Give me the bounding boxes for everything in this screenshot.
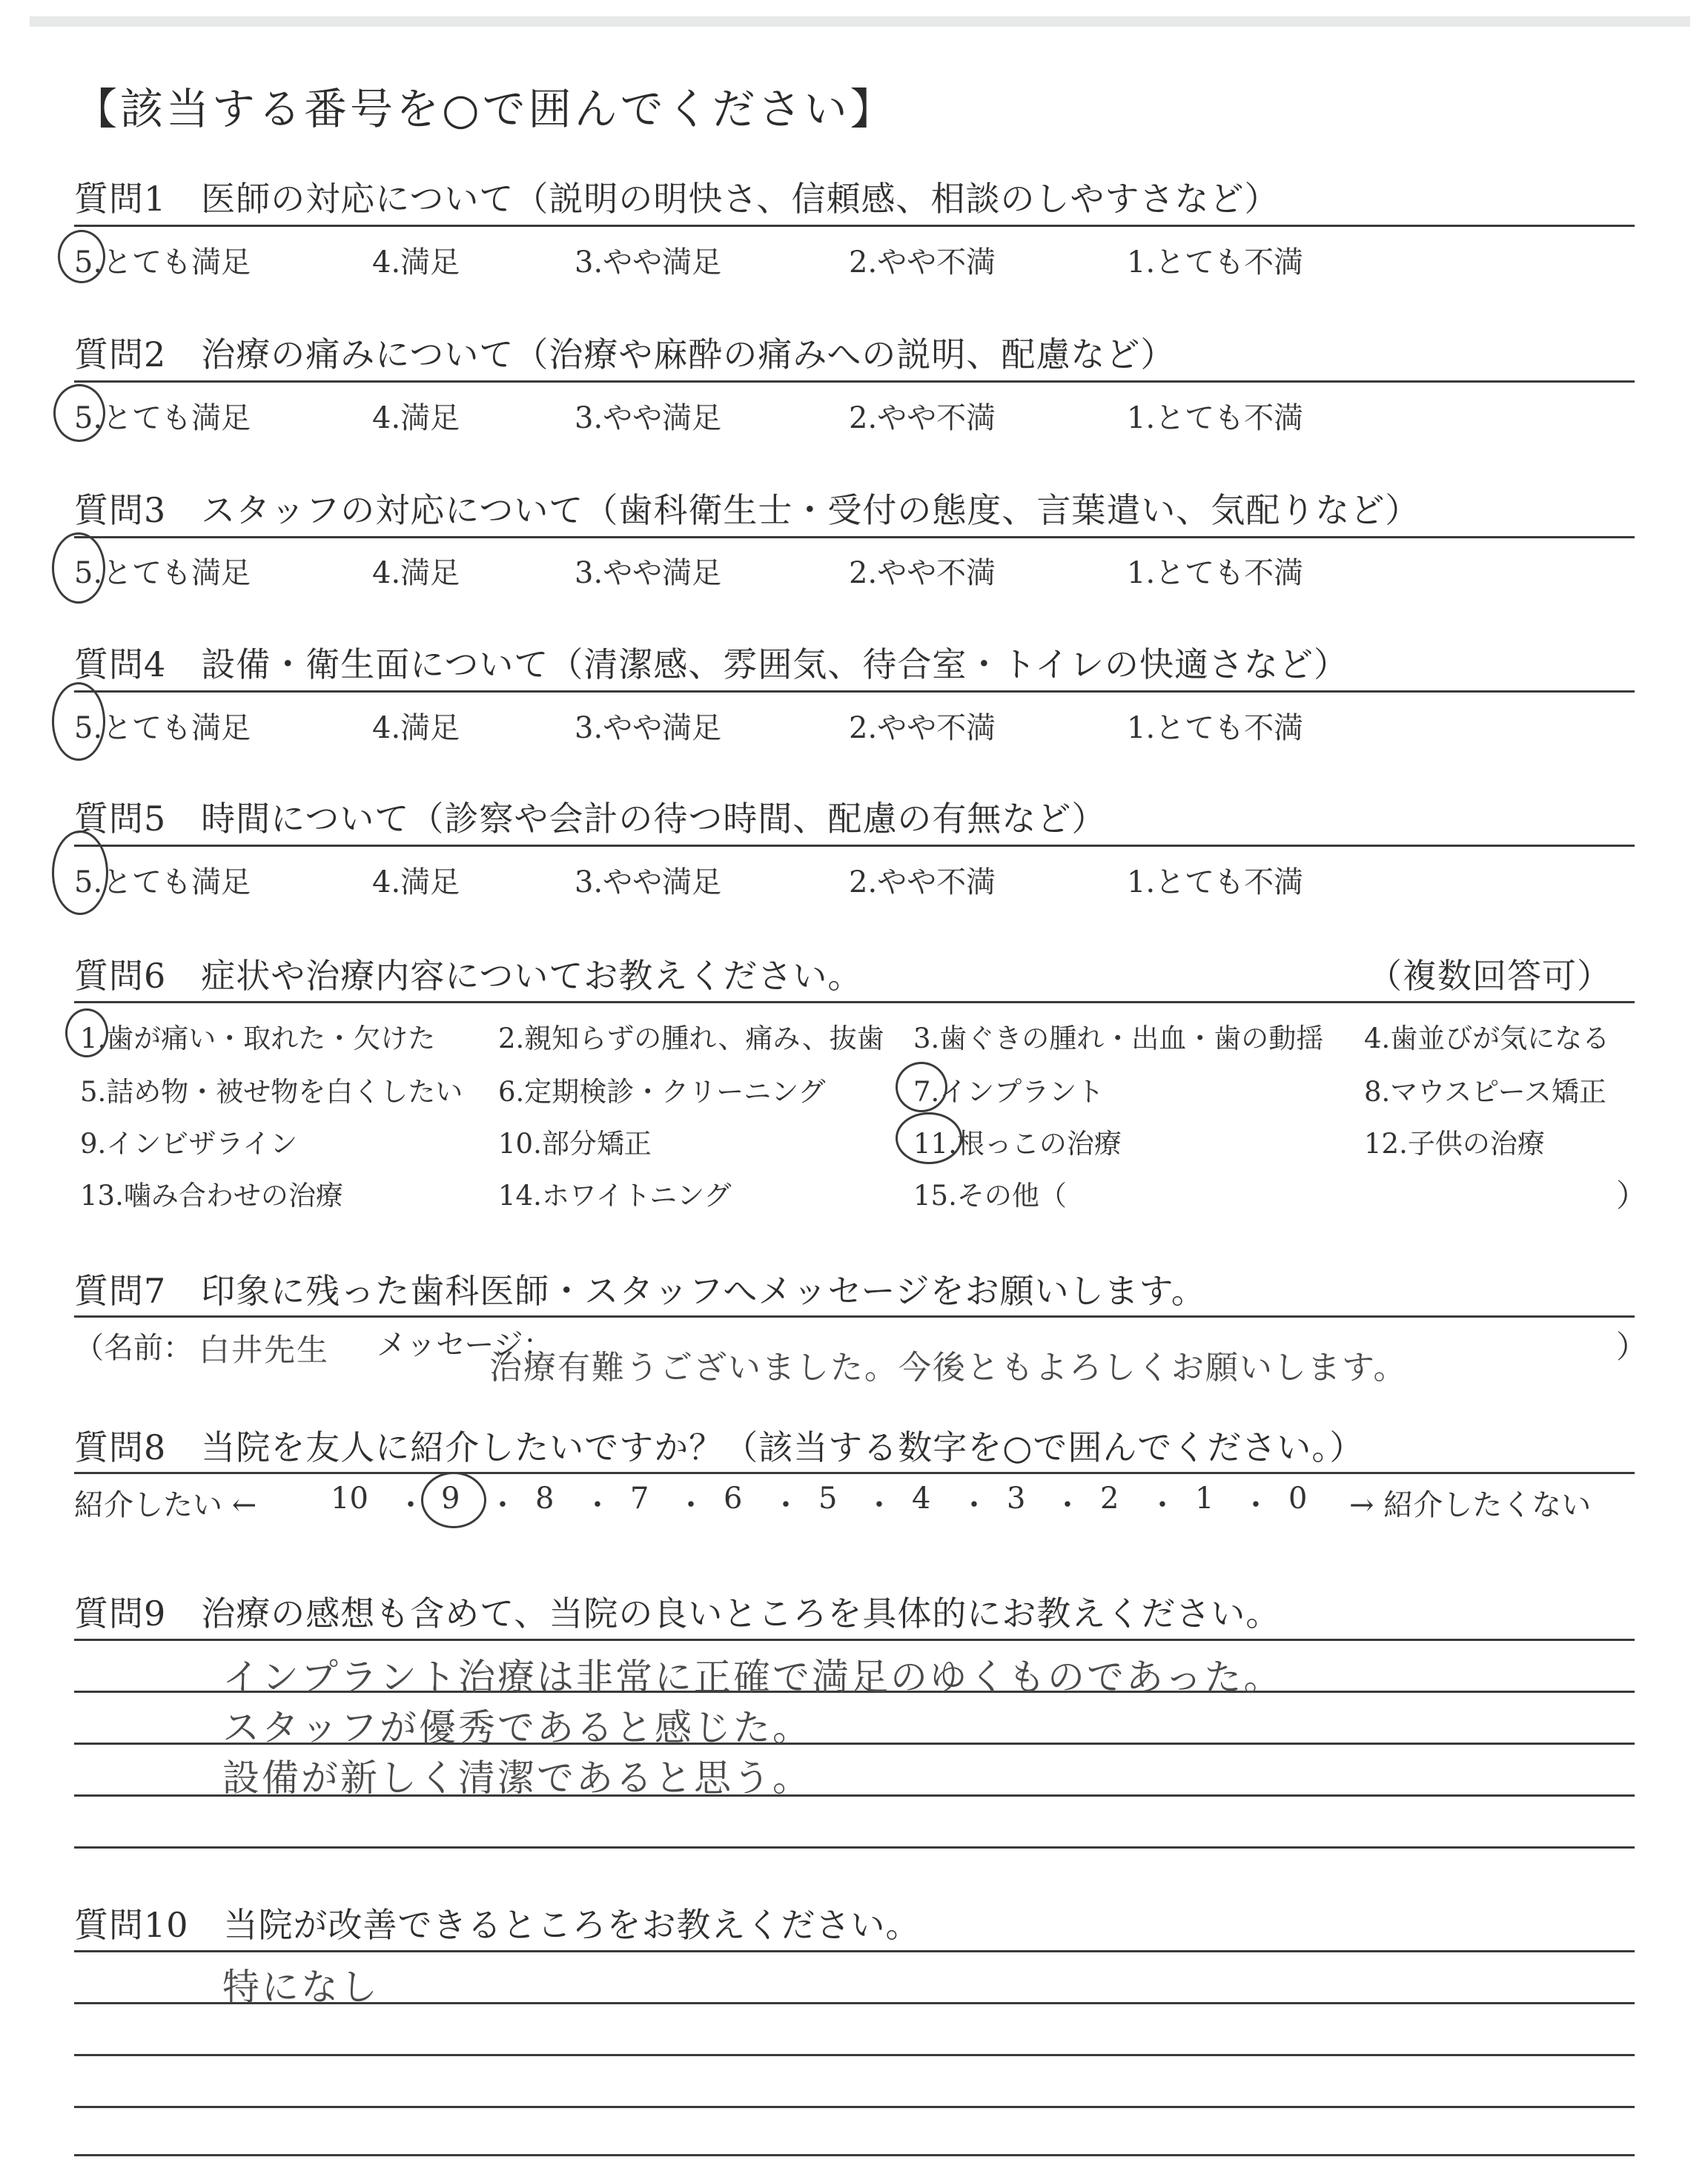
q3-title: 質問3 スタッフの対応について（歯科衛生士・受付の態度、言葉遣い、気配りなど） — [74, 490, 1420, 530]
q1-rule — [74, 225, 1635, 227]
q9-answer-line-1[interactable]: インプラント治療は非常に正確で満足のゆくものであった。 — [222, 1656, 1283, 1699]
q4-rule — [74, 690, 1635, 693]
q6-title: 質問6 症状や治療内容についてお教えください。 — [74, 956, 863, 996]
q3-option-3[interactable]: 3.やや満足 — [575, 556, 722, 590]
q10-title: 質問10 当院が改善できるところをお教えください。 — [74, 1905, 921, 1945]
q6-option-13[interactable]: 13.噛み合わせの治療 — [80, 1180, 343, 1212]
q8-scale-10[interactable]: 10 — [331, 1482, 368, 1516]
q10-line-4 — [74, 2106, 1635, 2108]
q8-scale-dot: ・ — [396, 1488, 426, 1522]
q7-name-label: （名前： — [74, 1331, 193, 1365]
q5-option-3[interactable]: 3.やや満足 — [575, 865, 722, 899]
q2-title: 質問2 治療の痛みについて（治療や麻酔の痛みへの説明、配慮など） — [74, 334, 1176, 374]
q6-option-5[interactable]: 5.詰め物・被せ物を白くしたい — [80, 1076, 463, 1108]
q8-scale-dot: ・ — [959, 1488, 989, 1522]
q4-option-2[interactable]: 2.やや不満 — [849, 711, 996, 745]
q1-option-1[interactable]: 1.とても不満 — [1127, 245, 1304, 280]
q4-option-4[interactable]: 4.満足 — [372, 711, 460, 745]
q9-line-1 — [74, 1639, 1635, 1641]
q8-left-label: 紹介したい ← — [74, 1488, 257, 1522]
q7-name-value[interactable]: 白井先生 — [199, 1332, 330, 1368]
q5-title: 質問5 時間について（診察や会計の待つ時間、配慮の有無など） — [74, 799, 1107, 839]
q8-scale-dot: ・ — [488, 1488, 517, 1522]
q6-option-11[interactable]: 11.根っこの治療 — [913, 1128, 1122, 1160]
q4-option-1[interactable]: 1.とても不満 — [1127, 711, 1304, 745]
q8-scale-4[interactable]: 4 — [912, 1482, 931, 1516]
q6-option-4[interactable]: 4.歯並びが気になる — [1364, 1023, 1610, 1054]
q8-scale-dot: ・ — [1053, 1488, 1082, 1522]
q6-selection-circle-1 — [65, 1008, 108, 1057]
q8-scale-1[interactable]: 1 — [1195, 1482, 1214, 1516]
q4-selection-circle — [52, 682, 105, 761]
q1-selection-circle — [58, 230, 105, 283]
q6-note: （複数回答可） — [1368, 956, 1612, 996]
q6-option-2[interactable]: 2.親知らずの腫れ、痛み、抜歯 — [498, 1023, 884, 1054]
q6-selection-circle-11 — [896, 1112, 962, 1164]
q5-rule — [74, 845, 1635, 847]
q10-line-5 — [74, 2154, 1635, 2156]
q6-option-6[interactable]: 6.定期検診・クリーニング — [498, 1076, 826, 1108]
q1-option-3[interactable]: 3.やや満足 — [575, 245, 722, 280]
q5-selection-circle — [52, 830, 108, 915]
q10-line-3 — [74, 2054, 1635, 2056]
q7-title: 質問7 印象に残った歯科医師・スタッフへメッセージをお願いします。 — [74, 1271, 1206, 1311]
q6-option-10[interactable]: 10.部分矯正 — [498, 1128, 652, 1160]
q6-rule — [74, 1001, 1635, 1003]
q8-scale-6[interactable]: 6 — [724, 1482, 743, 1516]
q8-scale-dot: ・ — [1241, 1488, 1271, 1522]
scan-edge — [30, 16, 1690, 27]
q2-option-1[interactable]: 1.とても不満 — [1127, 401, 1304, 435]
q4-title: 質問4 設備・衛生面について（清潔感、雰囲気、待合室・トイレの快適さなど） — [74, 644, 1349, 684]
q9-answer-line-2[interactable]: スタッフが優秀であると感じた。 — [222, 1706, 812, 1749]
q6-option-1[interactable]: 1.歯が痛い・取れた・欠けた — [80, 1023, 436, 1054]
q2-selection-circle — [53, 384, 105, 442]
q2-option-5[interactable]: 5.とても満足 — [74, 401, 251, 435]
q4-option-3[interactable]: 3.やや満足 — [575, 711, 722, 745]
q8-selection-circle — [421, 1472, 486, 1528]
q8-scale-dot: ・ — [771, 1488, 801, 1522]
q2-option-2[interactable]: 2.やや不満 — [849, 401, 996, 435]
q8-scale-dot: ・ — [676, 1488, 706, 1522]
q6-option-14[interactable]: 14.ホワイトニング — [498, 1180, 732, 1212]
q8-scale-dot: ・ — [864, 1488, 894, 1522]
q2-option-4[interactable]: 4.満足 — [372, 401, 460, 435]
q9-answer-line-3[interactable]: 設備が新しく清潔であると思う。 — [222, 1757, 812, 1800]
q3-selection-circle — [52, 532, 105, 604]
q7-message-value[interactable]: 治療有難うございました。今後ともよろしくお願いします。 — [489, 1349, 1408, 1387]
q2-option-3[interactable]: 3.やや満足 — [575, 401, 722, 435]
q7-rule — [74, 1315, 1635, 1318]
q6-option-12[interactable]: 12.子供の治療 — [1364, 1128, 1545, 1160]
q3-option-5[interactable]: 5.とても満足 — [74, 556, 251, 590]
q3-option-4[interactable]: 4.満足 — [372, 556, 460, 590]
q8-scale-0[interactable]: 0 — [1288, 1482, 1308, 1516]
q4-option-5[interactable]: 5.とても満足 — [74, 711, 251, 745]
q5-option-5[interactable]: 5.とても満足 — [74, 865, 251, 899]
q2-rule — [74, 380, 1635, 383]
q8-scale-8[interactable]: 8 — [535, 1482, 555, 1516]
q5-option-2[interactable]: 2.やや不満 — [849, 865, 996, 899]
q3-option-1[interactable]: 1.とても不満 — [1127, 556, 1304, 590]
q8-right-label: → 紹介したくない — [1349, 1488, 1592, 1522]
q6-option-8[interactable]: 8.マウスピース矯正 — [1364, 1076, 1606, 1108]
q6-option-9[interactable]: 9.インビザライン — [80, 1128, 298, 1160]
q8-scale-7[interactable]: 7 — [630, 1482, 649, 1516]
q1-option-2[interactable]: 2.やや不満 — [849, 245, 996, 280]
q6-other-close: ） — [1616, 1178, 1648, 1214]
q9-line-5 — [74, 1846, 1635, 1849]
q8-scale-9[interactable]: 9 — [441, 1482, 460, 1516]
q7-close-paren: ） — [1616, 1329, 1648, 1365]
q6-option-3[interactable]: 3.歯ぐきの腫れ・出血・歯の動揺 — [913, 1023, 1324, 1054]
q6-selection-circle-7 — [896, 1062, 947, 1112]
q8-scale-2[interactable]: 2 — [1100, 1482, 1119, 1516]
instruction-header: 【該当する番号を○で囲んでください】 — [74, 84, 896, 134]
q8-scale-dot: ・ — [583, 1488, 612, 1522]
q6-option-7[interactable]: 7.インプラント — [913, 1076, 1105, 1108]
q10-answer[interactable]: 特になし — [222, 1966, 380, 2009]
q1-option-4[interactable]: 4.満足 — [372, 245, 460, 280]
q1-option-5[interactable]: 5.とても満足 — [74, 245, 251, 280]
q7-message-label: メッセージ： — [377, 1328, 553, 1362]
q8-scale-5[interactable]: 5 — [818, 1482, 838, 1516]
q3-option-2[interactable]: 2.やや不満 — [849, 556, 996, 590]
q8-rule — [74, 1472, 1635, 1474]
q3-rule — [74, 536, 1635, 538]
q10-line-1 — [74, 1950, 1635, 1952]
q8-scale-dot: ・ — [1148, 1488, 1177, 1522]
q8-scale-3[interactable]: 3 — [1007, 1482, 1026, 1516]
q5-option-1[interactable]: 1.とても不満 — [1127, 865, 1304, 899]
q6-option-15[interactable]: 15.その他（ — [913, 1180, 1067, 1212]
q9-title: 質問9 治療の感想も含めて、当院の良いところを具体的にお教えください。 — [74, 1593, 1281, 1634]
q5-option-4[interactable]: 4.満足 — [372, 865, 460, 899]
q8-title: 質問8 当院を友人に紹介したいですか？（該当する数字を○で囲んでください。） — [74, 1427, 1365, 1467]
q1-title: 質問1 医師の対応について（説明の明快さ、信頼感、相談のしやすさなど） — [74, 179, 1280, 219]
